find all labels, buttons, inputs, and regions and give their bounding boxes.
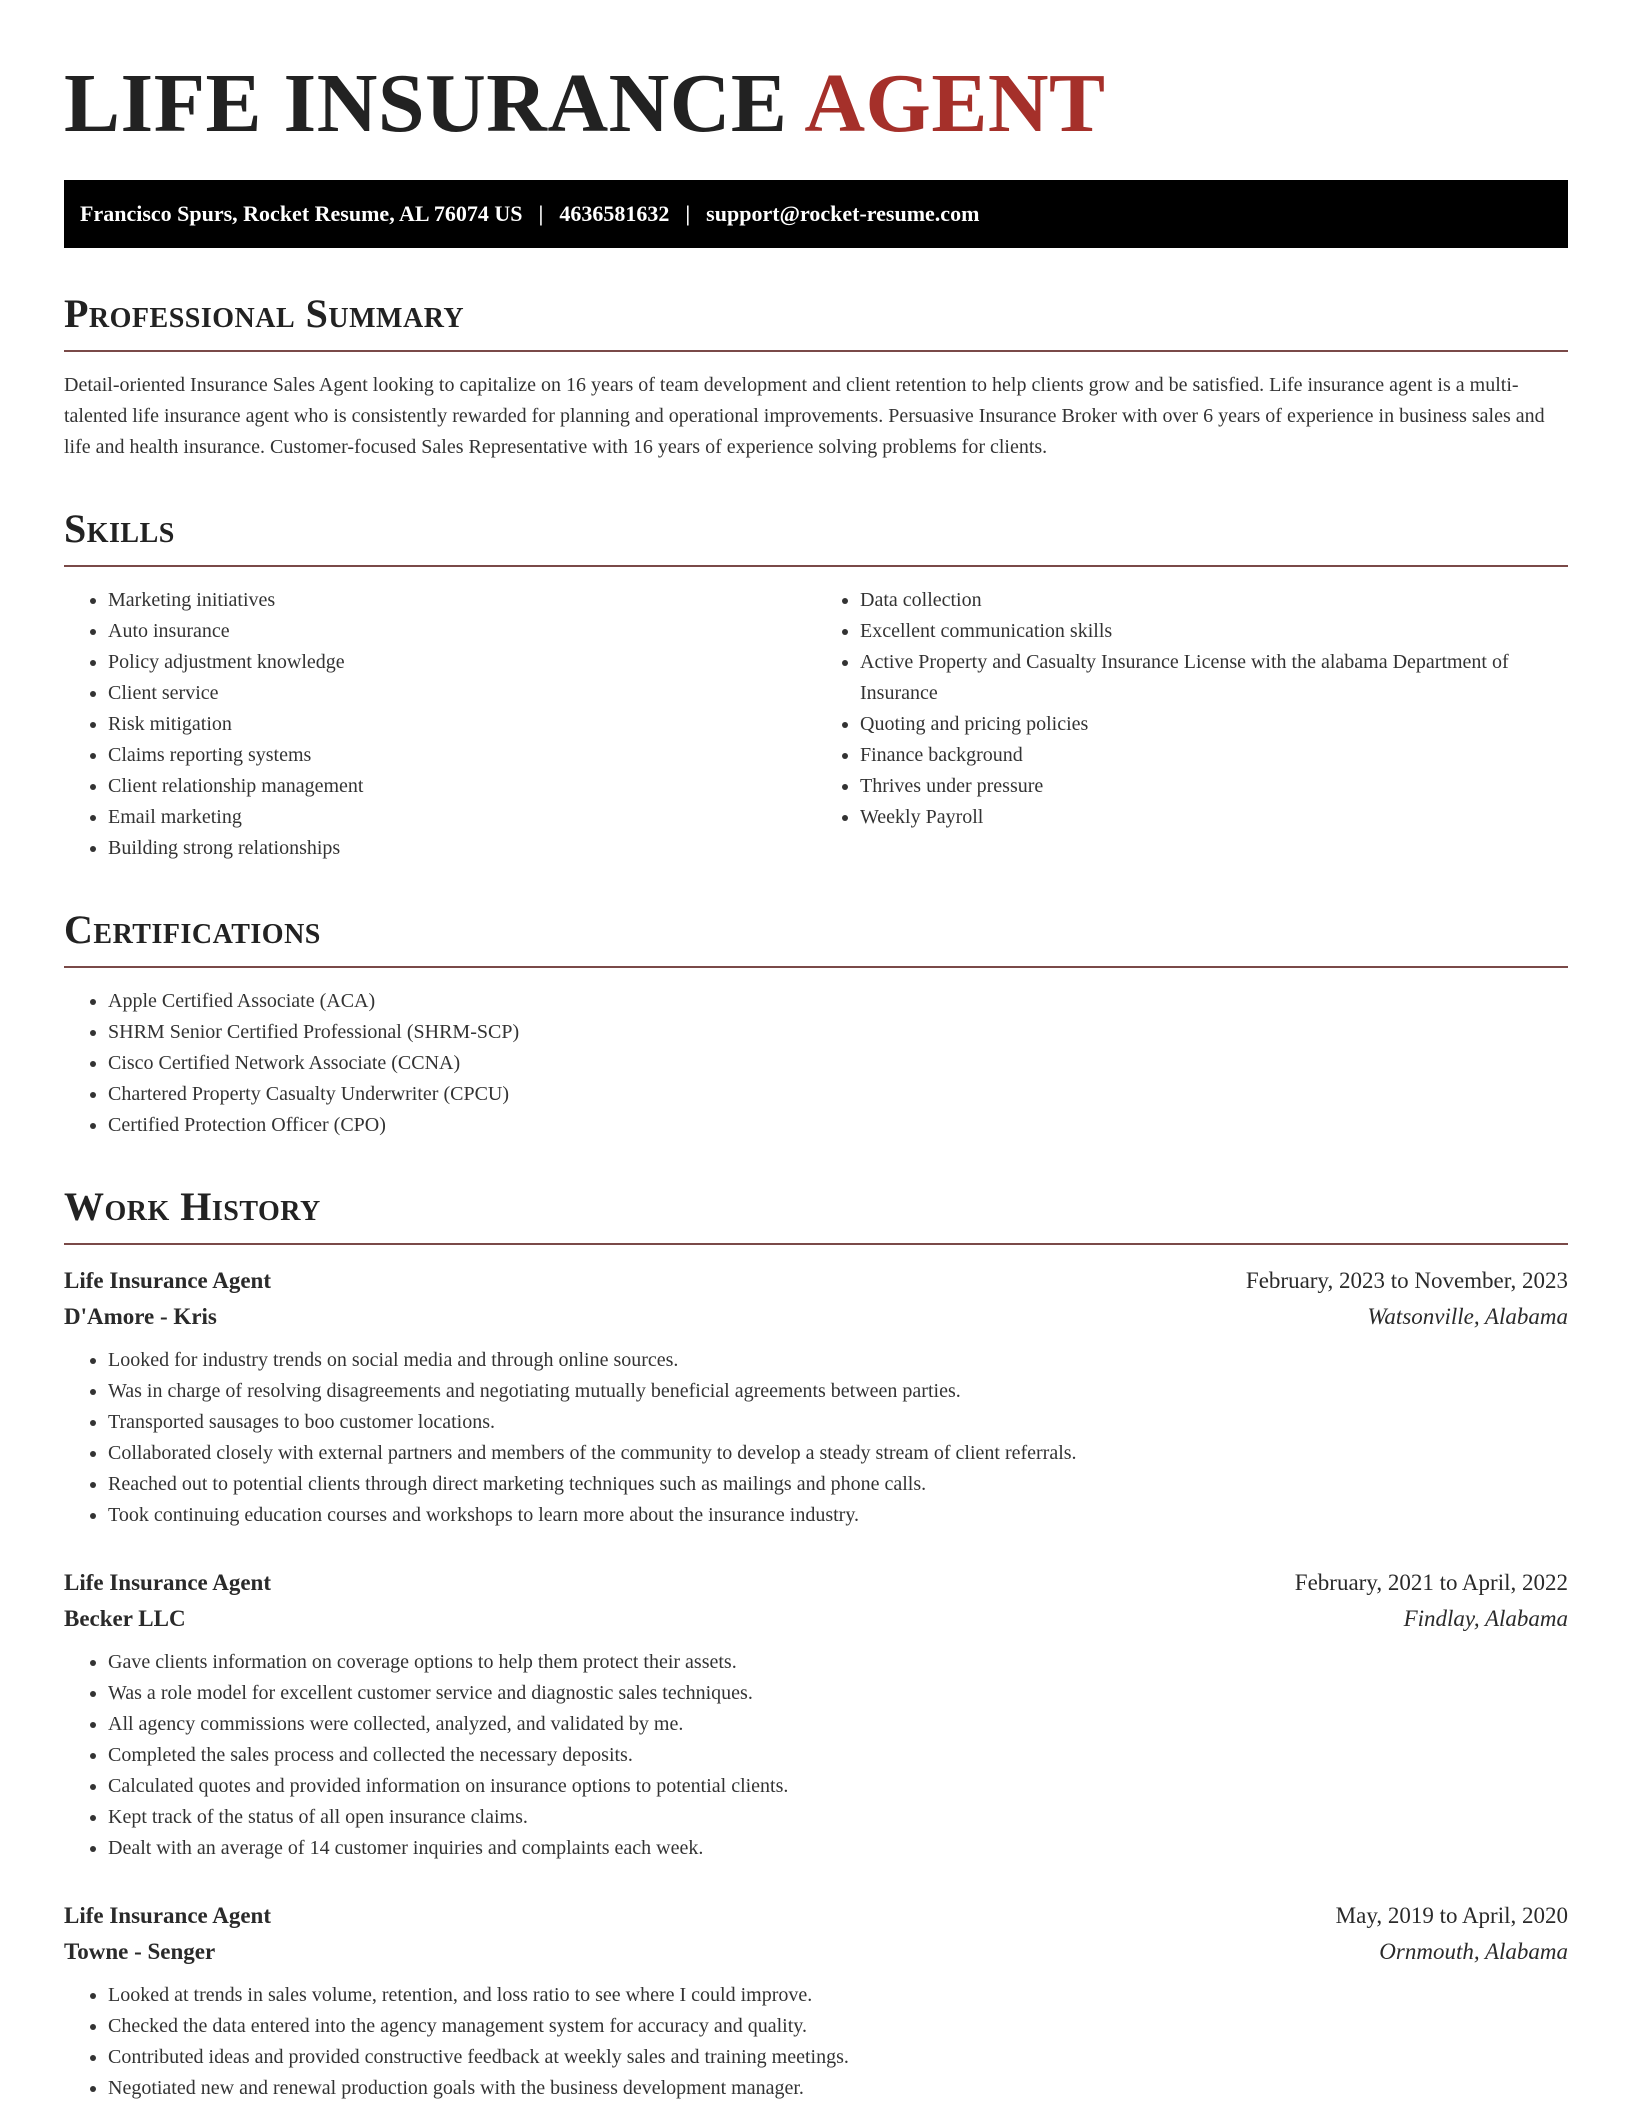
- skill-item: • Weekly Payroll: [860, 802, 1568, 833]
- section-title-summary: Professional Summary: [64, 291, 465, 336]
- skills-section: [64, 505, 1568, 864]
- job-role: Life Insurance Agent: [64, 1268, 271, 1293]
- skills-list-left: [64, 585, 816, 864]
- certifications-list: [64, 986, 1568, 1141]
- job-duty-item: • Was a role model for excellent customer service and diagnostic sales techniques.: [108, 1678, 1568, 1709]
- job-header-row: [64, 1263, 1568, 1299]
- job-company-row: [64, 1299, 1568, 1335]
- job-company: Towne - Senger: [64, 1939, 216, 1964]
- job-duty-item: • All agency commissions were collected, analyzed, and validated by me.: [108, 1709, 1568, 1740]
- job-duty-item: • Looked for industry trends on social media and through online sources.: [108, 1345, 1568, 1376]
- section-divider: [64, 565, 1568, 567]
- section-divider: [64, 1243, 1568, 1245]
- contact-bar: [64, 180, 1568, 248]
- summary-section: [64, 290, 1568, 463]
- skills-column-right: [816, 585, 1568, 864]
- skill-item: • Policy adjustment knowledge: [108, 647, 816, 678]
- job-duties-list: [64, 1345, 1568, 1531]
- job-duty-item: • Looked at trends in sales volume, retention, and loss ratio to see where I could improve.: [108, 1980, 1568, 2011]
- job-duty-item: • Kept track of the status of all open insurance claims.: [108, 1802, 1568, 1833]
- job-entry: [64, 1898, 1568, 2104]
- job-entry: [64, 1565, 1568, 1864]
- job-dates: February, 2023 to November, 2023: [1245, 1268, 1568, 1293]
- summary-text: Detail-oriented Insurance Sales Agent looking to capitalize on 16 years of team development and client retention to help clients grow and be satisfied. Life insurance agent is a multi-talented life insurance agent who is consistently rewarded for planning and operational improvements. Persuasive Insurance Broker with over 6 years of experience in business sales and life and health insurance. Customer-focused Sales Representative with 16 years of experience solving problems for clients.: [64, 374, 1545, 458]
- skills-column-left: [64, 585, 816, 864]
- job-role: Life Insurance Agent: [64, 1570, 271, 1595]
- title-accent: AGENT: [804, 57, 1106, 150]
- certification-item: • Cisco Certified Network Associate (CCNA): [108, 1048, 1568, 1079]
- job-duty-item: • Contributed ideas and provided constructive feedback at weekly sales and training meetings.: [108, 2042, 1568, 2073]
- contact-email: support@rocket-resume.com: [706, 201, 980, 226]
- job-header-row: [64, 1565, 1568, 1601]
- skill-item: • Client service: [108, 678, 816, 709]
- skill-item: • Active Property and Casualty Insurance License with the alabama Department of Insurance: [860, 647, 1568, 709]
- section-title-work-history: Work History: [64, 1184, 321, 1229]
- job-location: Findlay, Alabama: [1403, 1606, 1568, 1631]
- job-company-row: [64, 1601, 1568, 1637]
- job-duty-item: • Took continuing education courses and workshops to learn more about the insurance industry.: [108, 1500, 1568, 1531]
- job-duty-item: • Dealt with an average of 14 customer inquiries and complaints each week.: [108, 1833, 1568, 1864]
- job-dates: February, 2021 to April, 2022: [1294, 1570, 1568, 1595]
- certifications-section: [64, 906, 1568, 1141]
- section-divider: [64, 966, 1568, 968]
- skill-item: • Email marketing: [108, 802, 816, 833]
- skill-item: • Building strong relationships: [108, 833, 816, 864]
- job-company-row: [64, 1934, 1568, 1970]
- job-duty-item: • Transported sausages to boo customer locations.: [108, 1407, 1568, 1438]
- skill-item: • Auto insurance: [108, 616, 816, 647]
- job-duty-item: • Gave clients information on coverage options to help them protect their assets.: [108, 1647, 1568, 1678]
- section-divider: [64, 350, 1568, 352]
- job-entry: [64, 1263, 1568, 1531]
- contact-separator: |: [538, 201, 544, 226]
- job-location: Watsonville, Alabama: [1367, 1304, 1568, 1329]
- job-duties-list: [64, 1980, 1568, 2104]
- skill-item: • Data collection: [860, 585, 1568, 616]
- section-title-certifications: Certifications: [64, 907, 321, 952]
- skill-item: • Thrives under pressure: [860, 771, 1568, 802]
- contact-phone: 4636581632: [559, 201, 670, 226]
- work-history-section: [64, 1183, 1568, 2104]
- skill-item: • Risk mitigation: [108, 709, 816, 740]
- certification-item: • Apple Certified Associate (ACA): [108, 986, 1568, 1017]
- certification-item: • SHRM Senior Certified Professional (SHRM-SCP): [108, 1017, 1568, 1048]
- skill-item: • Marketing initiatives: [108, 585, 816, 616]
- skill-item: • Claims reporting systems: [108, 740, 816, 771]
- skill-item: • Excellent communication skills: [860, 616, 1568, 647]
- job-duty-item: • Reached out to potential clients through direct marketing techniques such as mailings and phone calls.: [108, 1469, 1568, 1500]
- job-dates: May, 2019 to April, 2020: [1335, 1903, 1568, 1928]
- job-location: Ornmouth, Alabama: [1379, 1939, 1568, 1964]
- skill-item: • Quoting and pricing policies: [860, 709, 1568, 740]
- job-duty-item: • Collaborated closely with external partners and members of the community to develop a steady stream of client referrals.: [108, 1438, 1568, 1469]
- job-duty-item: • Was in charge of resolving disagreements and negotiating mutually beneficial agreements between parties.: [108, 1376, 1568, 1407]
- section-title-skills: Skills: [64, 506, 175, 551]
- job-duty-item: • Checked the data entered into the agency management system for accuracy and quality.: [108, 2011, 1568, 2042]
- job-duty-item: • Calculated quotes and provided information on insurance options to potential clients.: [108, 1771, 1568, 1802]
- job-header-row: [64, 1898, 1568, 1934]
- job-duty-item: • Completed the sales process and collected the necessary deposits.: [108, 1740, 1568, 1771]
- resume-title: [64, 58, 1568, 150]
- job-duty-item: • Negotiated new and renewal production goals with the business development manager.: [108, 2073, 1568, 2104]
- job-company: Becker LLC: [64, 1606, 186, 1631]
- skills-list-right: [816, 585, 1568, 833]
- skill-item: • Finance background: [860, 740, 1568, 771]
- skills-grid: [64, 585, 1568, 864]
- contact-address: Francisco Spurs, Rocket Resume, AL 76074 US: [80, 201, 523, 226]
- job-role: Life Insurance Agent: [64, 1903, 271, 1928]
- skill-item: • Client relationship management: [108, 771, 816, 802]
- contact-separator: |: [685, 201, 691, 226]
- certification-item: • Certified Protection Officer (CPO): [108, 1110, 1568, 1141]
- title-main: LIFE INSURANCE: [64, 57, 788, 150]
- job-duties-list: [64, 1647, 1568, 1864]
- certification-item: • Chartered Property Casualty Underwriter (CPCU): [108, 1079, 1568, 1110]
- job-company: D'Amore - Kris: [64, 1304, 217, 1329]
